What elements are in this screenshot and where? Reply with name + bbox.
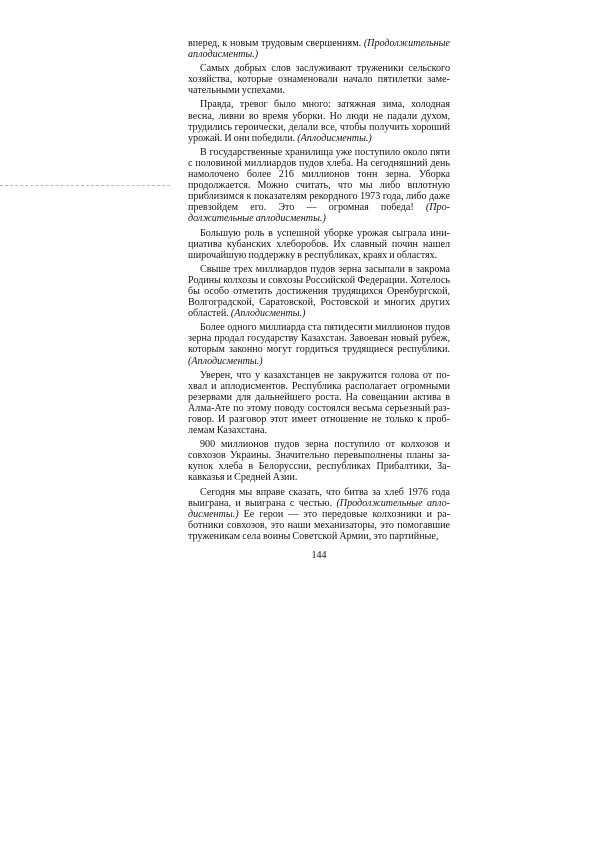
paragraph-text: Правда, тревог было много: затяжная зима, холодная весна, ливни во время уборки. Но люди не падали духом, трудились героически, делали все, чтобы получить хороший урожай. И они победили.: [188, 99, 450, 144]
paragraph: [188, 63, 450, 96]
paragraph-text: Сегодня мы вправе сказать, что битва за хлеб 1976 года выиграна, и выиграна с честью.: [188, 486, 450, 509]
applause-remark: (Продолжительные аплодисменты.): [188, 38, 450, 61]
paragraph-text: 900 миллионов пудов зерна поступило от колхозов и совхозов Украины. Значительно перевыполнены планы закупок хлеба в Белоруссии, республиках Прибалтики, Закавказья и Средней Азии.: [188, 439, 450, 484]
paragraph-text: Более одного миллиарда ста пятидесяти миллионов пудов зерна продал государству Казахстан. Завоеван новый рубеж, которым законно могут гордиться трудящиеся республики.: [188, 322, 450, 356]
paragraph-text: Самых добрых слов заслуживают труженики сельского хозяйства, которые ознаменовали начало пятилетки замечательными успехами.: [188, 63, 450, 97]
paragraph: [188, 38, 450, 60]
page-number: 144: [311, 550, 327, 562]
paragraph-text: Большую роль в успешной уборке урожая сыграла инициатива кубанских хлеборобов. Их славный почин нашел широчайшую поддержку в республиках, краях и областях.: [188, 227, 450, 261]
paragraph: [188, 439, 450, 483]
paragraph-text: В государственные хранилища уже поступило около пяти с половиной миллиардов пудов хлеба. На сегодняшний день намолочено более 216 миллионов тонн зерна. Уборка продолжается. Можно считать, что мы либо вплотную приблизимся к показателям рекордного 1973 года, либо даже превзойдем его. Это — огромная победа!: [188, 146, 450, 214]
paragraph: [188, 264, 450, 319]
book-page: [188, 38, 450, 562]
paragraph-text: Уверен, что у казахстанцев не закружится голова от похвал и аплодисментов. Республика располагает огромными резервами для дальнейшего роста. На совещании актива в Алма-Ате по этому поводу состоялся весьма серьезный разговор. И разговор этот имеет отношение не только к проблемам Казахстана.: [188, 369, 450, 437]
paragraph-text: Ее герои — это передовые колхозники и работники совхозов, это наши механизаторы, это помогавшие труженикам села воины Советской Армии, это партийные,: [188, 508, 450, 542]
paragraph: [188, 487, 450, 542]
paragraph: [188, 99, 450, 143]
applause-remark: (Аплодисменты.): [297, 132, 372, 144]
scan-artifact-line: [0, 185, 170, 186]
paragraph: [188, 322, 450, 366]
paragraph-text: Свыше трех миллиардов пудов зерна засыпали в закрома Родины колхозы и совхозы Российской Федерации. Хотелось бы особо отметить достижения трудящихся Оренбургской, Волгоградской, Саратовской, Ростовской и многих других областей.: [188, 263, 450, 320]
applause-remark: (Аплодисменты.): [188, 355, 263, 367]
paragraph: [188, 370, 450, 437]
applause-remark: (Продолжительные аплодисменты.): [188, 202, 450, 225]
applause-remark: (Продолжительные аплодисменты.): [188, 497, 450, 520]
paragraph-text: вперед, к новым трудовым свершениям.: [188, 38, 364, 49]
applause-remark: (Аплодисменты.): [230, 308, 306, 320]
paragraph: [188, 147, 450, 225]
body-text: [188, 38, 450, 542]
paragraph: [188, 228, 450, 261]
